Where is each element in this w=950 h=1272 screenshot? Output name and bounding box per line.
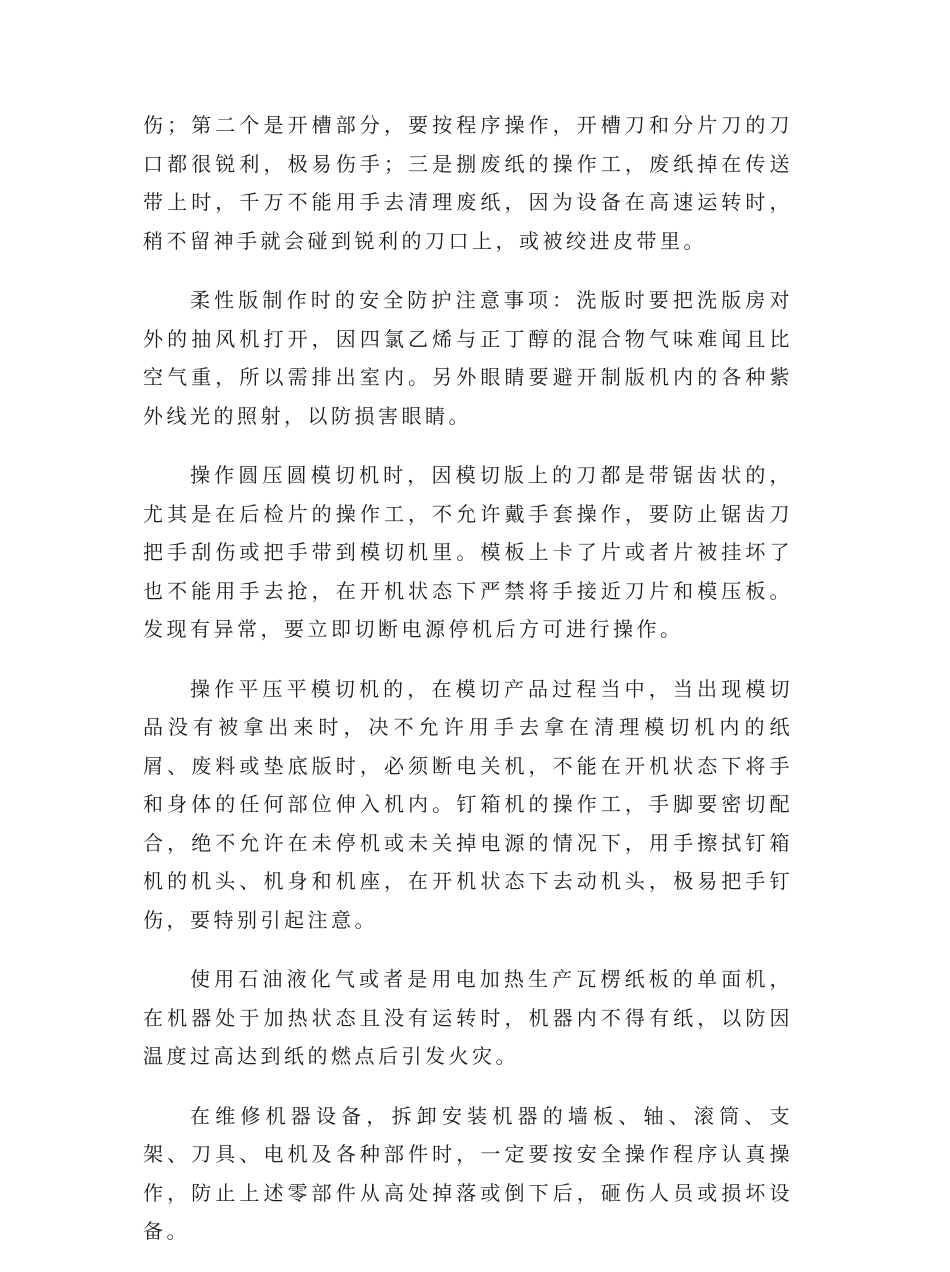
paragraph-1: 伤；第二个是开槽部分，要按程序操作，开槽刀和分片刀的刀口都很锐利，极易伤手；三是捌废纸的操作工，废纸掉在传送带上时，千万不能用手去清理废纸，因为设备在高速运转时，稍不留神手就会碰到锐利的刀口上，或被绞进皮带里。 [143,113,793,253]
paragraph-4: 操作平压平模切机的，在模切产品过程当中，当出现模切品没有被拿出来时，决不允许用手去拿在清理模切机内的纸屑、废料或垫底版时，必须断电关机，不能在开机状态下将手和身体的任何部位伸入机内。钉箱机的操作工，手脚要密切配合，绝不允许在未停机或未关掉电源的情况下，用手擦拭钉箱机的机头、机身和机座，在开机状态下去动机头，极易把手钉伤，要特别引起注意。 [143,676,793,932]
paragraph-3: 操作圆压圆模切机时，因模切版上的刀都是带锯齿状的，尤其是在后检片的操作工，不允许戴手套操作，要防止锯齿刀把手刮伤或把手带到模切机里。模板上卡了片或者片被挂坏了也不能用手去抢，在开机状态下严禁将手接近刀片和模压板。发现有异常，要立即切断电源停机后方可进行操作。 [143,463,793,641]
paragraph-6: 在维修机器设备，拆卸安装机器的墙板、轴、滚筒、支架、刀具、电机及各种部件时，一定要按安全操作程序认真操作，防止上述零部件从高处掉落或倒下后，砸伤人员或损坏设备。 [143,1103,793,1243]
paragraph-2: 柔性版制作时的安全防护注意事项：洗版时要把洗版房对外的抽风机打开，因四氯乙烯与正丁醇的混合物气味难闻且比空气重，所以需排出室内。另外眼睛要避开制版机内的各种紫外线光的照射，以防损害眼睛。 [143,288,793,428]
document-body [143,106,793,1272]
paragraph-5: 使用石油液化气或者是用电加热生产瓦楞纸板的单面机，在机器处于加热状态且没有运转时，机器内不得有纸，以防因温度过高达到纸的燃点后引发火灾。 [143,967,793,1068]
